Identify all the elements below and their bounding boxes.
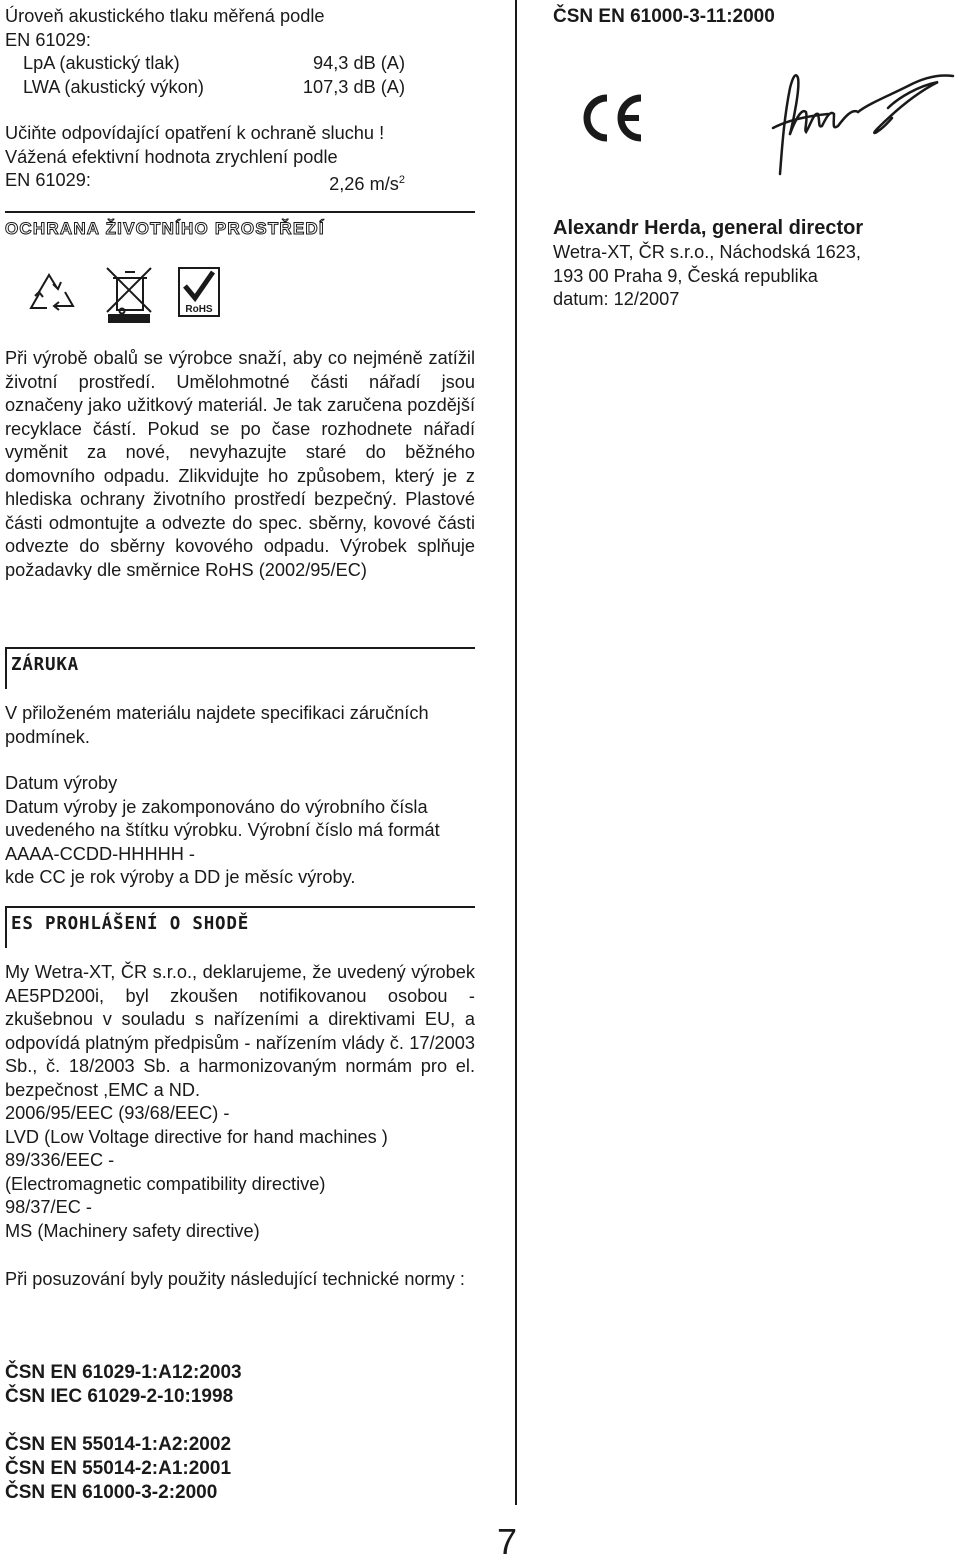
column-divider [515,0,517,1505]
heading-rule [5,647,475,649]
signer-name: Alexandr Herda, general director [553,217,864,239]
directive-item: MS (Machinery safety directive) [5,1220,260,1241]
noise-label: LWA (akustický výkon) [23,76,204,97]
noise-label: LpA (akustický tlak) [23,53,180,73]
norm-item: ČSN EN 61029-1:A12:2003 [5,1362,242,1383]
company-block [553,241,958,312]
declaration-paragraph: My Wetra-XT, ČR s.r.o., deklarujeme, že uvedený výrobek AE5PD200i, byl zkoušen notifikovanou osobou - zkušebnou v souladu s nařízeními a direktivami EU, a odpovídá platným předpisům - nařízením vlády č. 17/2003 Sb., č. 18/2003 Sb. a harmonizovaným normám pro el. bezpečnost ,EMC a ND. [5,962,475,1100]
declaration-heading [5,906,475,934]
directive-item: 2006/95/EEC (93/68/EEC) - [5,1103,230,1123]
noise-row-lpa [5,52,405,76]
eco-icons-svg [25,262,235,324]
rohs-label: RoHS [185,304,213,315]
date-line: AAAA-CCDD-HHHHH - [5,843,195,864]
environment-paragraph: Při výrobě obalů se výrobce snaží, aby co nejméně zatížil životní prostředí. Umělohmotné části nářadí jsou označeny jako užitkový materiál. Je tak zaručena pozdější recyklace částí. Pokud se po čase rozhodnete nářadí vyměnit za nové, nevyhazujte staré do běžného domovního odpadu. Zlikvidujte ho způsobem, který je z hlediska ochrany životního prostředí bezpečný. Plastové části odmontujte a odvezte do spec. sběrny, kovové části odvezte do sběrny kovového odpadu. Výrobek splňuje požadavky dle směrnice RoHS (2002/95/EC) [5,348,475,580]
date-title: Datum výroby [5,773,118,793]
directive-item: 98/37/EC - [5,1197,92,1217]
production-date-block [5,772,475,890]
heading-bar [5,906,7,948]
heading-bar [5,647,7,689]
signature-image [768,68,958,178]
noise-value: 94,3 dB (A) [313,53,405,73]
norms-group1 [5,1361,475,1409]
recycle-icon [31,275,73,310]
norm-item: ČSN EN 61000-3-2:2000 [5,1482,218,1503]
crossed-bin-icon [107,268,151,322]
date-line: kde CC je rok výroby a DD je měsíc výroby. [5,867,356,887]
company-line: Wetra-XT, ČR s.r.o., Náchodská 1623, [553,242,861,262]
norms-intro: Při posuzování byly použity následující technické normy : [5,1269,465,1289]
warranty-paragraph: V přiloženém materiálu najdete specifikaci záručních podmínek. [5,703,429,747]
vibration-label: EN 61029: [5,170,91,190]
address-line: 193 00 Praha 9, Česká republika [553,265,818,286]
environment-heading-text: OCHRANA ŽIVOTNÍHO PROSTŘEDÍ [5,219,325,238]
heading-rule [5,906,475,908]
ce-mark-icon [575,90,645,146]
directive-item: LVD (Low Voltage directive for hand machines ) [5,1126,388,1147]
date-line: datum: 12/2007 [553,289,680,309]
date-line: uvedeného na štítku výrobku. Výrobní číslo má formát [5,820,440,840]
top-norm: ČSN EN 61000-3-11:2000 [553,6,775,27]
heading-rule [5,211,475,213]
declaration-heading-text: ES PROHLÁŠENÍ O SHODĚ [11,914,250,934]
noise-intro-line1: Úroveň akustického tlaku měřená podle [5,6,325,26]
page-number: 7 [497,1521,518,1562]
vibration-row [5,169,405,197]
directive-item: (Electromagnetic compatibility directive) [5,1173,326,1194]
noise-section [5,5,405,197]
norms-group2 [5,1433,475,1505]
date-line: Datum výroby je zakomponováno do výrobního čísla [5,796,428,817]
norm-item: ČSN EN 55014-2:A1:2001 [5,1458,232,1479]
noise-value: 107,3 dB (A) [302,76,405,97]
norm-item: ČSN IEC 61029-2-10:1998 [5,1386,234,1407]
hearing-warning: Učiňte odpovídající opatření k ochraně sluchu ! [5,123,385,143]
rohs-check-icon [179,268,219,316]
environment-heading [5,211,475,239]
directive-item: 89/336/EEC - [5,1150,115,1170]
warranty-heading-text: ZÁRUKA [11,655,80,675]
vibration-value: 2,26 $m/s^2$ [329,174,405,195]
warranty-heading [5,647,475,675]
noise-row-lwa [5,76,405,100]
environment-icons [25,262,235,324]
norm-item: ČSN EN 55014-1:A2:2002 [5,1434,232,1455]
vibration-line1: Vážená efektivní hodnota zrychlení podle [5,146,338,167]
noise-intro-line2: EN 61029: [5,29,91,50]
directives-list [5,1102,475,1243]
